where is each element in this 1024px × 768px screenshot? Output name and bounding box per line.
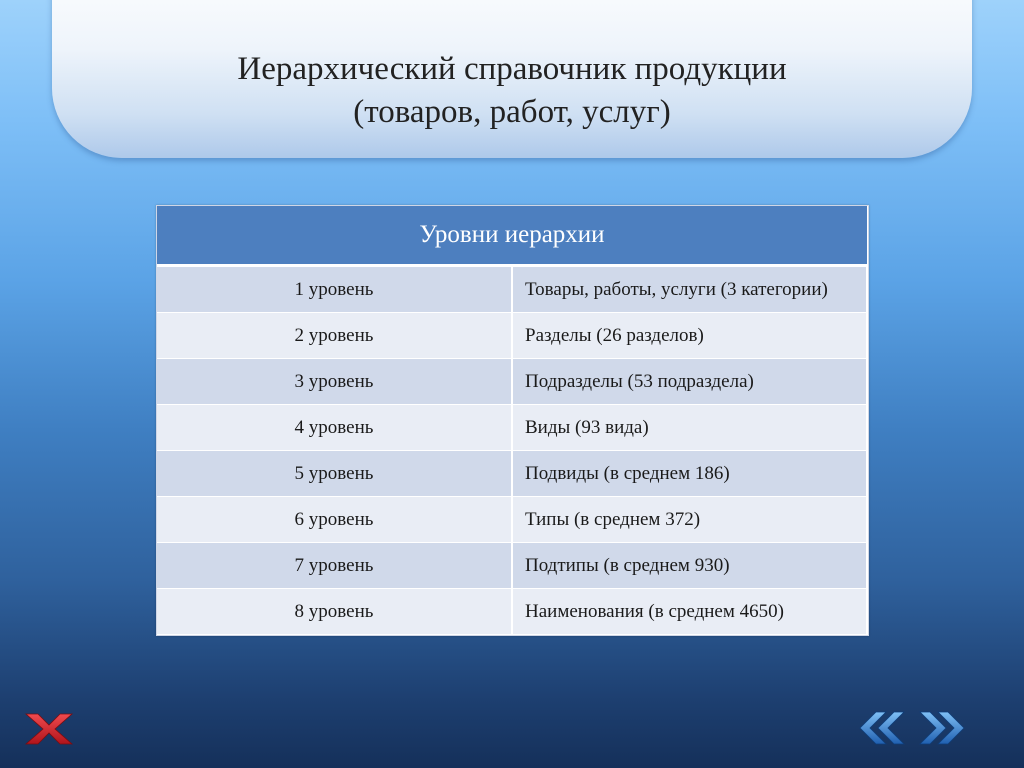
- description-cell: Подтипы (в среднем 930): [512, 543, 867, 589]
- x-logo-icon: [24, 712, 74, 746]
- table-row: [157, 543, 867, 589]
- level-cell: 5 уровень: [157, 451, 512, 497]
- level-cell: 4 уровень: [157, 405, 512, 451]
- slide-title-line-2: (товаров, работ, услуг): [353, 94, 671, 130]
- level-cell: 3 уровень: [157, 359, 512, 405]
- description-cell: Товары, работы, услуги (3 категории): [512, 266, 867, 313]
- double-chevron-right-icon[interactable]: [914, 710, 968, 746]
- level-cell: 6 уровень: [157, 497, 512, 543]
- table-row: [157, 313, 867, 359]
- level-cell: 1 уровень: [157, 266, 512, 313]
- table-row: [157, 451, 867, 497]
- level-cell: 7 уровень: [157, 543, 512, 589]
- table-row: [157, 497, 867, 543]
- description-cell: Подвиды (в среднем 186): [512, 451, 867, 497]
- double-chevron-left-icon[interactable]: [856, 710, 910, 746]
- description-cell: Разделы (26 разделов): [512, 313, 867, 359]
- hierarchy-table: [156, 205, 869, 636]
- slide-title-line-1: Иерархический справочник продукции: [237, 51, 787, 87]
- slide-title: [52, 48, 972, 134]
- table-row: [157, 266, 867, 313]
- description-cell: Подразделы (53 подраздела): [512, 359, 867, 405]
- description-cell: Виды (93 вида): [512, 405, 867, 451]
- description-cell: Наименования (в среднем 4650): [512, 589, 867, 635]
- description-cell: Типы (в среднем 372): [512, 497, 867, 543]
- table-row: [157, 589, 867, 635]
- table-header: Уровни иерархии: [157, 206, 867, 266]
- table-row: [157, 359, 867, 405]
- level-cell: 2 уровень: [157, 313, 512, 359]
- level-cell: 8 уровень: [157, 589, 512, 635]
- table-row: [157, 405, 867, 451]
